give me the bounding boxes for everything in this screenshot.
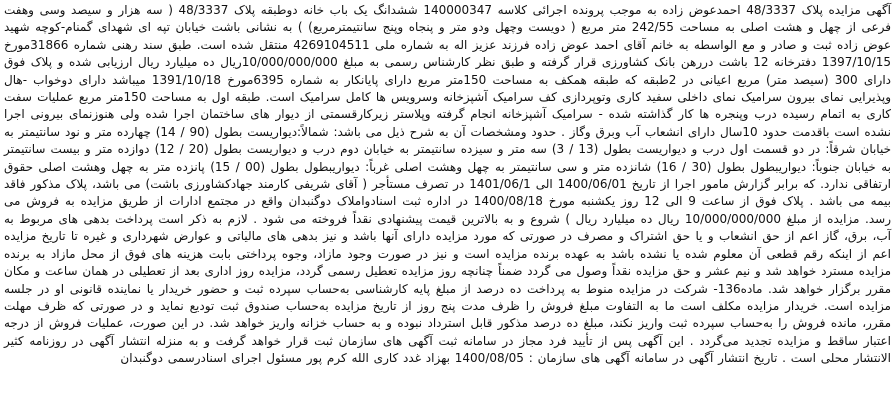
notice-body-text: آگهی مزایده پلاک 48/3337 احمدعوض زاده به موجب پرونده اجرائی کلاسه 140000347 ششدانگ یک باب خانه دوطبقه پلاک 48/3337 ( سه هزار و سیصد وسی وهفت فرعی از چهل و هشت اصلی به مساحت 242/55 متر مربع ( دویست وچهل ودو متر و پنجاه وپنج سانتیمترمربع) ) به نشانی باشت خیابان تپه ای شهدای گمنام-کوچه شهید عوض زاده ثبت و صادر و مع الواسطه به خانم آقای احمد عوض زاده فرزند عزیز اله به شماره ملی 4269104511 منتقل شده است. طبق سند رهنی شماره 31866مورخ 1397/10/15 دفترخانه 12 باشت دررهن بانک کشاورزی قرار گرفته و طبق نظر کارشناس رسمی به مبلغ 10/000/000/000ریال ده میلیارد ریال ارزیابی شده و پلاک فوق دارای 300 (سیصد متر) مربع اعیانی در 2طبقه که طبقه همکف به مساحت 150متر مربع دارای پایانکار به شماره 6395مورخ 1391/10/18 میباشد دارای دوخواب -هال وپذیرایی نمای بیرون سرامیک نمای داخلی سفید کاری وتوپردازی کف سرامیک آشپزخانه وسرویس ها کامل سرامیک است. طبقه اول به مساحت 150متر مربع عملیات سفت کاری به اتمام رسیده درب وپنجره ها کار گذاشته شده - سرامیک آشپزخانه انجام گرفته وپلاستر زیرکارقسمتی از دیوار های ساختمان اجرا شده ولی هنوزنمای بیرونی اجرا نشده است باقدمت حدود 10سال دارای انشعاب آب وبرق وگاز . حدود ومشخصات آن به شرح ذیل می باشد: شمالاً:دیواریست بطول (90 / 14) چهارده متر و نود سانتیمتر به خیابان شرقاً: در دو قسمت اول درب و دیواریست بطول (13 / 3) سه متر و سیزده سانتیمتر به خیابان دوم درب و دیواریست بطول (20 / 12) دوازده متر و بیست سانتیمتر به خیابان جنوباً: دیواریبطول بطول (30 / 16) شانزده متر و سی سانتیمتر به چهل وهشت اصلی غرباً: دیواریبطول بطول (00 / 15) پانزده متر به چهل وهشت اصلی حقوق ارتفاقی ندارد. که برابر گزارش مامور اجرا از تاریخ 1400/06/01 الی 1401/06/1 در تصرف مستأجر ( آقای شریفی کارمند جهادکشاورزی باشت) می باشد، پلاک مذکور فاقد بیمه می باشد . پلاک فوق از ساعت 9 الی 12 روز یکشنبه مورخ 1400/08/18 در اداره ثبت اسنادواملاک دوگنبدان واقع در مجتمع ادارات از طریق مزایده به فروش می رسد. مزایده از مبلغ 10/000/000/000 ریال ده میلیارد ریال ) شروع و به بالاترین قیمت پیشنهادی نقداً فروخته می شود . لازم به ذکر است پرداخت بدهی های مربوط به آب، برق، گاز اعم از حق انشعاب و یا حق اشتراک و مصرف در صورتی که مورد مزایده دارای آنها باشد و نیز بدهی های مالیاتی و عوارض شهرداری و غیره تا تاریخ مزایده اعم از اینکه رقم قطعی آن معلوم شده یا نشده باشد به عهده برنده مزایده است و نیز در صورت وجود مازاد، وجوه پرداختی بابت هزینه های فوق از محل مازاد به برنده مزایده مسترد خواهد شد و نیم عشر و حق مزایده نقداً وصول می گردد ضمناً چنانچه روز مزایده تعطیل رسمی گردد، مزایده روز اداری بعد از تعطیلی در همان ساعت و مکان مقرر برگزار خواهد شد. ماده136- شرکت در مزایده منوط به پرداخت ده درصد از مبلغ پایه کارشناسی به‌حساب سپرده ثبت و حضور خریدار یا نماینده قانونی او در جلسه مزایده است. خریدار مزایده مکلف است ما به التفاوت مبلغ فروش را ظرف مدت پنج روز از تاریخ مزایده به‌حساب صندوق ثبت تودیع نماید و در صورتی که ظرف مهلت مقرر، مانده فروش را به‌حساب سپرده ثبت واریز نکند، مبلغ ده درصد مذکور قابل استرداد نبوده و به حساب خزانه واریز خواهد شد. در این صورت، عملیات فروش از درجه اعتبار ساقط و مزایده تجدید می‌گردد . این آگهی پس از تأیید فرد مجاز در سامانه ثبت آگهی های سازمان ثبت قرار خواهد گرفت و به منزله انتشار آگهی در روزنامه کثیر الانتشار محلی است . تاریخ انتشار آگهی در سامانه آگهی های سازمان : 1400/08/05 بهزاد غدد کاری الله کرم پور مسئول اجرای اسنادرسمی دوگنبدان	[4, 3, 892, 366]
